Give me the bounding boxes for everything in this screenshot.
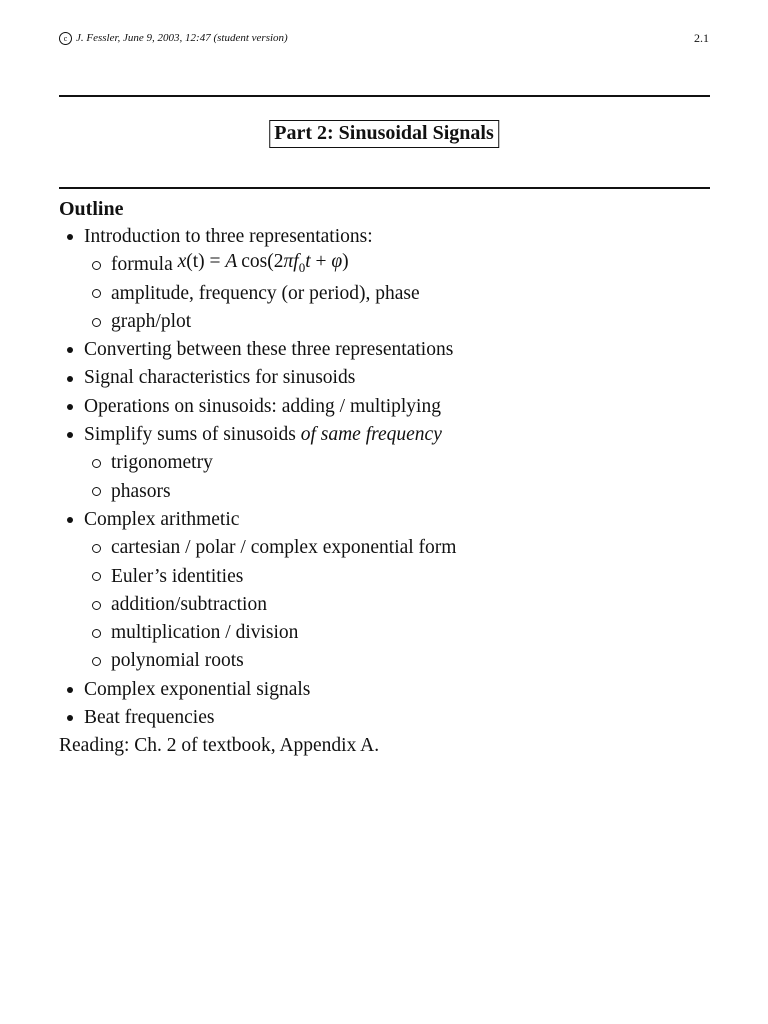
outline-heading: Outline (59, 198, 124, 220)
list-item: amplitude, frequency (or period), phase (59, 280, 719, 308)
header-author-date: J. Fessler, June 9, 2003, 12:47 (student version) (76, 32, 288, 44)
bottom-rule (59, 187, 710, 189)
list-item: Euler’s identities (59, 563, 719, 591)
bullet-icon (67, 347, 73, 353)
formula: x(t) = A $\cos(2\pi f_0t + \varphi)$ (177, 251, 349, 276)
circle-bullet-icon (92, 289, 101, 298)
circle-bullet-icon (92, 657, 101, 666)
page-title: Part 2: Sinusoidal Signals (269, 120, 499, 148)
list-item: trigonometry (59, 449, 719, 477)
list-item: addition/subtraction (59, 591, 719, 619)
list-item: Complex arithmetic (59, 506, 719, 534)
list-item: polynomial roots (59, 647, 719, 675)
page-number: 2.1 (694, 30, 709, 45)
list-item: graph/plot (59, 308, 719, 336)
bullet-icon (67, 404, 73, 410)
bullet-icon (67, 517, 73, 523)
list-item: Simplify sums of sinusoids of same frequency (59, 421, 719, 449)
list-item: Signal characteristics for sinusoids (59, 364, 719, 392)
circle-bullet-icon (92, 459, 101, 468)
list-item: multiplication / division (59, 619, 719, 647)
circle-bullet-icon (92, 544, 101, 553)
bullet-icon (67, 715, 73, 721)
top-rule (59, 95, 710, 97)
list-item: Complex exponential signals (59, 676, 719, 704)
circle-bullet-icon (92, 629, 101, 638)
circle-bullet-icon (92, 261, 101, 270)
list-item: Beat frequencies (59, 704, 719, 732)
circle-bullet-icon (92, 318, 101, 327)
circle-bullet-icon (92, 601, 101, 610)
copyright-icon: c (59, 32, 72, 45)
list-item: Operations on sinusoids: adding / multiplying (59, 393, 719, 421)
circle-bullet-icon (92, 487, 101, 496)
list-item: Introduction to three representations: (59, 223, 719, 251)
header-left (59, 32, 288, 45)
bullet-icon (67, 376, 73, 382)
reading-note: Reading: Ch. 2 of textbook, Appendix A. (59, 735, 380, 757)
list-item: formula x(t) = A $\cos(2\pi f_0t + \varphi)$ (59, 251, 719, 279)
list-item: Converting between these three representations (59, 336, 719, 364)
outline-section (59, 195, 719, 761)
emphasis-text: of same frequency (300, 424, 442, 446)
bullet-icon (67, 234, 73, 240)
bullet-icon (67, 432, 73, 438)
circle-bullet-icon (92, 572, 101, 581)
bullet-icon (67, 687, 73, 693)
running-header (59, 30, 709, 46)
outline-list (59, 223, 719, 732)
list-item: cartesian / polar / complex exponential form (59, 534, 719, 562)
list-item: phasors (59, 478, 719, 506)
